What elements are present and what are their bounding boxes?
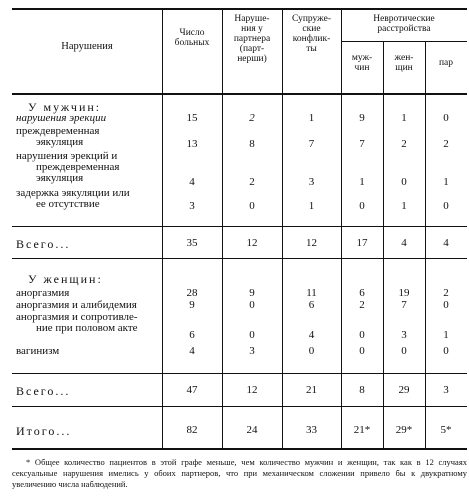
cell-couple: 1: [443, 329, 449, 341]
cell-couple: 1: [443, 176, 449, 188]
cell-conflicts: 0: [308, 345, 315, 357]
cell-couple: 0: [443, 345, 449, 357]
table-top-rule: [12, 8, 467, 10]
header-conflicts: Супруже- ские конфлик- ты: [291, 14, 331, 54]
cell-partner: 2: [249, 112, 255, 124]
cell-partner: 8: [249, 138, 255, 150]
men-total-couple: 4: [443, 237, 449, 249]
cell-men: 0: [359, 329, 365, 341]
cell-men: 0: [359, 200, 365, 212]
cell-couple: 2: [443, 138, 449, 150]
cell-conflicts: 7: [308, 138, 315, 150]
cell-women: 3: [401, 329, 407, 341]
row-label: аноргазмия и сопротивле- ние при половом акте: [16, 311, 138, 334]
women-total-bottom-rule: [12, 406, 467, 407]
row-label: аноргазмия и алибидемия: [16, 299, 137, 311]
cell-men: 2: [359, 299, 365, 311]
men-total-bottom-rule: [12, 258, 467, 259]
cell-partner: 0: [249, 200, 255, 212]
women-total-partner: 12: [246, 384, 258, 396]
row-label: вагинизм: [16, 345, 60, 357]
men-total-partner: 12: [246, 237, 258, 249]
cell-conflicts: 3: [308, 176, 315, 188]
cell-women: 2: [401, 138, 407, 150]
col-divider-1: [162, 9, 163, 448]
row-label: нарушения эрекций и преждевременная эякуляция: [16, 150, 120, 184]
men-total-top-rule: [12, 226, 467, 227]
col-divider-2: [222, 9, 223, 448]
grand-total-couple: 5*: [440, 424, 452, 436]
cell-partner: 9: [249, 287, 255, 299]
header-neurotic: Невротические расстройства: [373, 14, 435, 34]
neurotic-subheader-rule: [341, 41, 467, 42]
header-bottom-rule: [12, 93, 467, 95]
men-total-women: 4: [401, 237, 407, 249]
cell-women: 1: [401, 112, 407, 124]
cell-women: 1: [401, 200, 407, 212]
cell-patients: 28: [186, 287, 198, 299]
women-total-top-rule: [12, 373, 467, 374]
cell-patients: 6: [189, 329, 195, 341]
cell-men: 0: [359, 345, 365, 357]
header-patients: Число больных: [174, 28, 210, 48]
cell-men: 6: [359, 287, 365, 299]
cell-conflicts: 4: [308, 329, 315, 341]
cell-women: 0: [401, 176, 407, 188]
section-men-title: У мужчин:: [28, 100, 102, 114]
women-total-women: 29: [398, 384, 410, 396]
cell-partner: 0: [249, 299, 255, 311]
cell-couple: 0: [443, 200, 449, 212]
women-total-men: 8: [359, 384, 365, 396]
grand-total-partner: 24: [246, 424, 258, 436]
grand-total-men: 21*: [353, 424, 371, 436]
col-divider-4: [341, 9, 342, 448]
men-total-conflicts: 12: [306, 237, 317, 249]
women-total-couple: 3: [443, 384, 449, 396]
grand-total-conflicts: 33: [306, 424, 317, 436]
grand-total-patients: 82: [186, 424, 198, 436]
cell-women: 0: [401, 345, 407, 357]
col-divider-3: [282, 9, 283, 448]
cell-men: 9: [359, 112, 365, 124]
header-men: муж- чин: [351, 53, 373, 73]
row-label: нарушения эрекции: [16, 112, 107, 124]
cell-partner: 2: [249, 176, 255, 188]
header-partner: Наруше- ния у партнера (парт- нерши): [233, 14, 271, 64]
cell-partner: 0: [249, 329, 255, 341]
cell-couple: 0: [443, 299, 449, 311]
cell-conflicts: 6: [308, 299, 315, 311]
header-violations: Нарушения: [61, 41, 113, 52]
women-total-patients: 47: [186, 384, 198, 396]
cell-conflicts: 1: [308, 112, 315, 124]
cell-patients: 3: [189, 200, 195, 212]
header-couple: пар: [438, 58, 454, 68]
men-total-men: 17: [356, 237, 368, 249]
cell-conflicts: 1: [308, 200, 315, 212]
row-label: преждевременная эякуляция: [16, 125, 100, 148]
cell-patients: 4: [189, 345, 195, 357]
cell-women: 7: [401, 299, 407, 311]
men-total-label: Всего...: [16, 237, 71, 251]
row-label: аноргазмия: [16, 287, 70, 299]
cell-patients: 4: [189, 176, 195, 188]
cell-patients: 9: [189, 299, 195, 311]
women-total-conflicts: 21: [306, 384, 317, 396]
women-total-label: Всего...: [16, 384, 71, 398]
table-bottom-rule: [12, 448, 467, 450]
section-women-title: У женщин:: [28, 272, 103, 286]
cell-conflicts: 11: [306, 287, 317, 299]
cell-men: 1: [359, 176, 365, 188]
grand-total-women: 29*: [395, 424, 413, 436]
cell-couple: 0: [443, 112, 449, 124]
cell-women: 19: [398, 287, 410, 299]
cell-men: 7: [359, 138, 365, 150]
cell-couple: 2: [443, 287, 449, 299]
footnote: * Общее количество пациентов в этой графе меньше, чем количество мужчин и женщин, так как в 12 случаях сексуальные нарушения имелись у обоих партнеров, что при механическом сложении привело бы к двукратному увеличению числа наблюдений.: [12, 457, 467, 489]
cell-patients: 13: [186, 138, 198, 150]
row-label: задержка эякуляции или ее отсутствие: [16, 187, 130, 210]
grand-total-label: Итого...: [16, 424, 72, 438]
cell-partner: 3: [249, 345, 255, 357]
header-women: жен- щин: [394, 53, 414, 73]
men-total-patients: 35: [186, 237, 198, 249]
cell-patients: 15: [186, 112, 198, 124]
